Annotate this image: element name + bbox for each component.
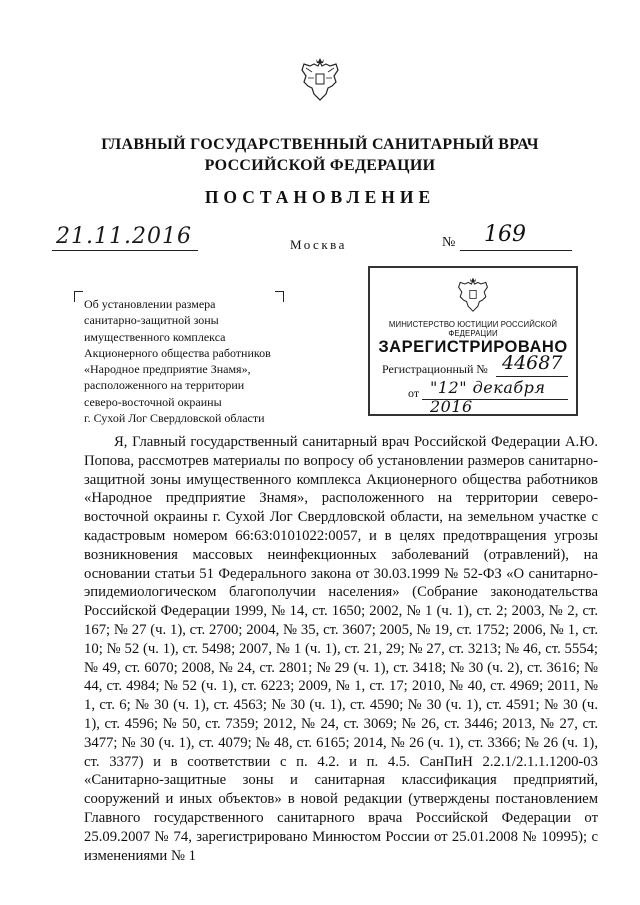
title-line: Акционерного общества работников — [84, 345, 271, 360]
stamp-ministry: МИНИСТЕРСТВО ЮСТИЦИИ РОССИЙСКОЙ ФЕДЕРАЦИИ — [388, 320, 558, 338]
decree-number: 169 — [484, 222, 526, 247]
stamp-reg-label: Регистрационный № — [382, 362, 488, 376]
title-line: санитарно-защитной зоны — [84, 313, 219, 328]
number-label: № — [442, 235, 456, 250]
registration-stamp — [368, 266, 578, 416]
coat-of-arms-icon — [298, 56, 342, 106]
number-underline — [460, 250, 572, 251]
stamp-registered: ЗАРЕГИСТРИРОВАНО — [378, 338, 568, 356]
document-type: ПОСТАНОВЛЕНИЕ — [204, 187, 436, 207]
title-bracket-left — [74, 291, 83, 302]
stamp-number-underline — [496, 376, 568, 377]
title-line: г. Сухой Лог Свердловской области — [84, 411, 265, 426]
stamp-from-label: от — [408, 386, 420, 400]
title-line: Об установлении размера — [84, 297, 216, 311]
issuer-line-1: ГЛАВНЫЙ ГОСУДАРСТВЕННЫЙ САНИТАРНЫЙ ВРАЧ — [101, 136, 539, 153]
title-line: северо-восточной окраины — [84, 394, 222, 409]
stamp-date-underline — [422, 399, 568, 400]
body-paragraph: Я, Главный государственный санитарный врач Российской Федерации А.Ю. Попова, рассмотрев материалы по вопросу об установлении размеров санитарно-защитной зоны имущественного комплекса Акционерного общества работников «Народное предприятие Знамя», расположенного на территории северо-восточной окраины г. Сухой Лог Свердловской области, на земельном участке с кадастровым номером 66:63:0101022:0057, и в целях предотвращения угрозы возникновения массовых неинфекционных заболеваний (отравлений), на основании статьи 51 Федерального закона от 30.03.1999 № 52-ФЗ «О санитарно-эпидемиологическом благополучии населения» (Собрание законодательства Российской Федерации 1999, № 14, ст. 1650; 2002, № 1 (ч. 1), ст. 2; 2003, № 2, ст. 167; № 27 (ч. 1), ст. 2700; 2004, № 35, ст. 3607; 2005, № 19, ст. 1752; 2006, № 1, ст. 10; № 52 (ч. 1), ст. 5498; 2007, № 1 (ч. 1), ст. 21, 29; № 27, ст. 3213; № 46, ст. 5554; № 49, ст. 6070; 2008, № 24, ст. 2801; № 29 (ч. 1), ст. 3418; № 30 (ч. 2), ст. 3616; № 44, ст. 4984; № 52 (ч. 1), ст. 6223; 2009, № 1, ст. 17; 2010, № 40, ст. 4969; 2011, № 1, ст. 6; № 30 (ч. 1), ст. 4563; № 30 (ч. 1), ст. 4590; № 30 (ч. 1), ст. 4591; № 30 (ч. 1), ст. 4596; № 50, ст. 7359; 2012, № 24, ст. 3069; № 26, ст. 3446; 2013, № 27, ст. 3477; № 30 (ч. 1), ст. 4079; № 48, ст. 6165; 2014, № 26 (ч. 1), ст. 3366; № 26 (ч. 1), ст. 3377) и в соответствии с п. 4.2. и п. 4.5. СанПиН 2.2.1/2.1.1.1200-03 «Санитарно-защитные зоны и санитарная классификация предприятий, сооружений и иных объектов» в новой редакции (утверждены постановлением Главного государственного санитарного врача Российской Федерации от 25.09.2007 № 74, зарегистрировано Минюстом России от 25.01.2008 № 10995); с изменениями № 1 — [84, 434, 598, 864]
title-line: имущественного комплекса — [84, 329, 226, 344]
decree-date-value: 21.11.2016 — [56, 224, 192, 249]
issuer-line-2: РОССИЙСКОЙ ФЕДЕРАЦИИ — [204, 157, 436, 174]
title-line: расположенного на территории — [84, 378, 245, 393]
decree-date — [56, 224, 196, 252]
decree-title — [84, 296, 304, 426]
date-underline — [52, 250, 198, 251]
stamp-emblem-icon — [455, 276, 491, 316]
title-line: «Народное предприятие Знамя», — [84, 362, 251, 377]
stamp-reg-number: 44687 — [502, 352, 563, 374]
stamp-reg-date: "12" декабря 2016 — [430, 378, 546, 416]
city: Москва — [290, 237, 347, 252]
